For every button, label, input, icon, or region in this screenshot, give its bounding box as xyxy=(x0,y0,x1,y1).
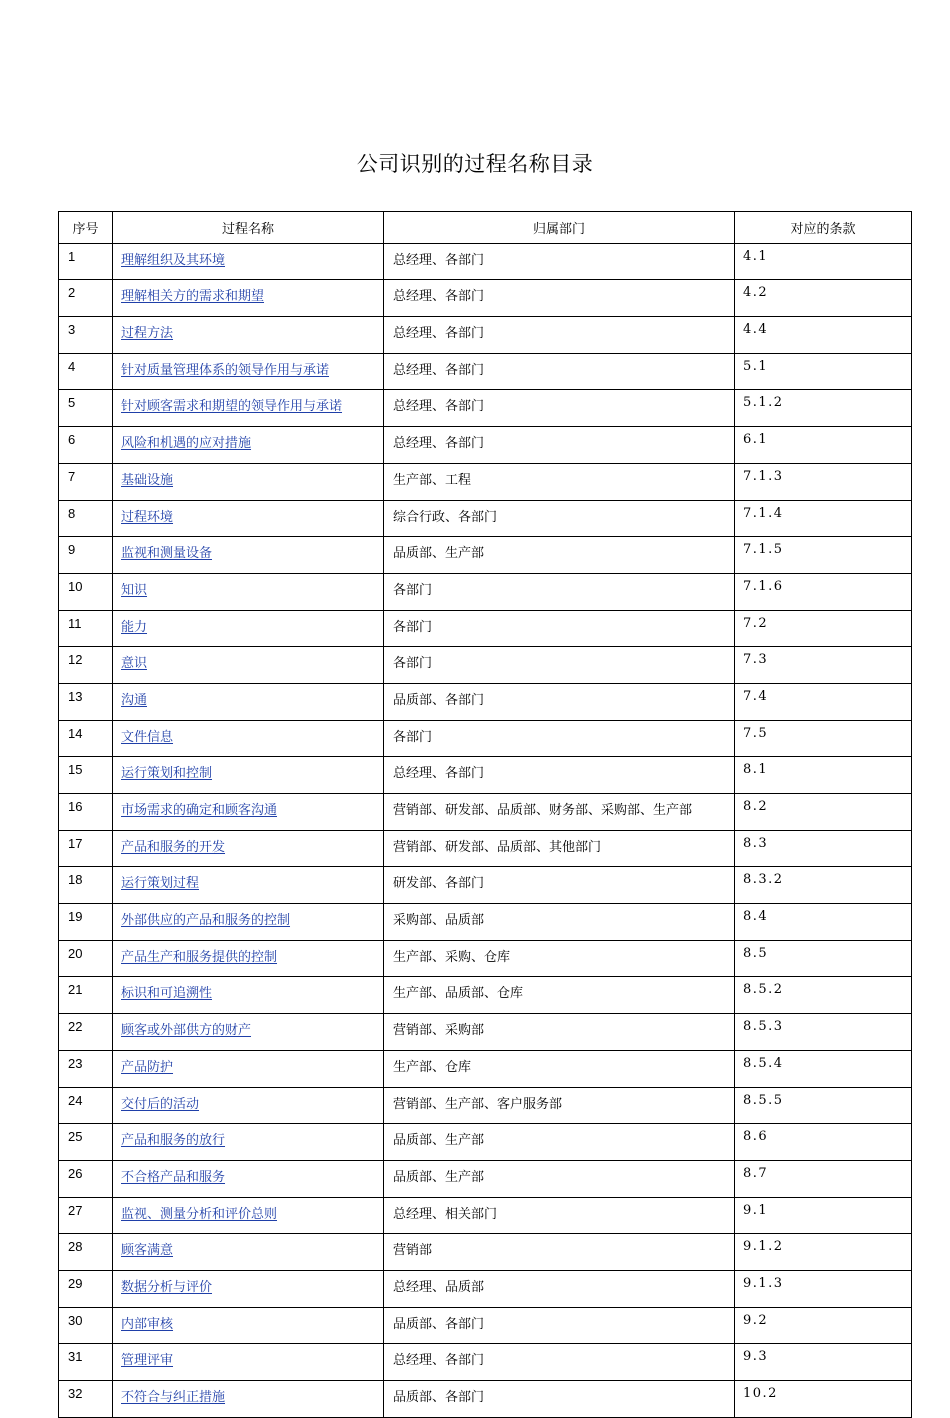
clause-cell: 7.1.6 xyxy=(735,573,912,610)
header-no: 序号 xyxy=(59,212,113,244)
row-number: 31 xyxy=(59,1344,113,1381)
table-row xyxy=(59,904,912,941)
clause-cell: 8.3 xyxy=(735,830,912,867)
clause-cell: 9.2 xyxy=(735,1307,912,1344)
process-name-link[interactable]: 交付后的活动 xyxy=(121,1096,200,1112)
process-name-link[interactable]: 顾客或外部供方的财产 xyxy=(121,1023,252,1039)
row-number: 1 xyxy=(59,243,113,280)
process-name-cell xyxy=(113,1344,384,1381)
process-name-cell xyxy=(113,904,384,941)
process-name-cell xyxy=(113,683,384,720)
table-row xyxy=(59,940,912,977)
process-name-cell xyxy=(113,1050,384,1087)
table-row xyxy=(59,1234,912,1271)
clause-cell: 6.1 xyxy=(735,427,912,464)
department-cell: 品质部、各部门 xyxy=(384,1307,735,1344)
table-row xyxy=(59,427,912,464)
header-row xyxy=(59,212,912,244)
table-row xyxy=(59,1087,912,1124)
clause-cell: 7.4 xyxy=(735,683,912,720)
table-row xyxy=(59,1344,912,1381)
process-name-link[interactable]: 管理评审 xyxy=(121,1353,174,1369)
row-number: 6 xyxy=(59,427,113,464)
table-row xyxy=(59,463,912,500)
header-name: 过程名称 xyxy=(113,212,384,244)
department-cell: 品质部、各部门 xyxy=(384,683,735,720)
row-number: 20 xyxy=(59,940,113,977)
process-name-cell xyxy=(113,867,384,904)
process-name-link[interactable]: 针对质量管理体系的领导作用与承诺 xyxy=(121,362,330,378)
process-name-cell xyxy=(113,1124,384,1161)
row-number: 25 xyxy=(59,1124,113,1161)
header-dept: 归属部门 xyxy=(384,212,735,244)
table-row xyxy=(59,867,912,904)
clause-cell: 9.3 xyxy=(735,1344,912,1381)
department-cell: 品质部、生产部 xyxy=(384,537,735,574)
table-row xyxy=(59,1014,912,1051)
process-name-cell xyxy=(113,427,384,464)
clause-cell: 7.1.4 xyxy=(735,500,912,537)
table-row xyxy=(59,683,912,720)
process-name-link[interactable]: 基础设施 xyxy=(121,472,174,488)
process-name-link[interactable]: 产品防护 xyxy=(121,1059,174,1075)
process-name-link[interactable]: 理解组织及其环境 xyxy=(121,252,226,268)
clause-cell: 8.5.3 xyxy=(735,1014,912,1051)
table-row xyxy=(59,830,912,867)
row-number: 13 xyxy=(59,683,113,720)
process-name-link[interactable]: 运行策划过程 xyxy=(121,876,200,892)
row-number: 17 xyxy=(59,830,113,867)
clause-cell: 9.1 xyxy=(735,1197,912,1234)
process-catalog-table xyxy=(58,211,912,1418)
process-name-cell xyxy=(113,610,384,647)
process-name-cell xyxy=(113,463,384,500)
table-row xyxy=(59,1381,912,1418)
process-name-link[interactable]: 监视、测量分析和评价总则 xyxy=(121,1206,278,1222)
process-name-link[interactable]: 风险和机遇的应对措施 xyxy=(121,436,252,452)
department-cell: 生产部、采购、仓库 xyxy=(384,940,735,977)
row-number: 12 xyxy=(59,647,113,684)
row-number: 27 xyxy=(59,1197,113,1234)
process-name-cell xyxy=(113,977,384,1014)
clause-cell: 7.1.5 xyxy=(735,537,912,574)
clause-cell: 8.5.2 xyxy=(735,977,912,1014)
row-number: 32 xyxy=(59,1381,113,1418)
department-cell: 采购部、品质部 xyxy=(384,904,735,941)
department-cell: 各部门 xyxy=(384,573,735,610)
process-name-cell xyxy=(113,757,384,794)
table-header xyxy=(59,212,912,244)
row-number: 7 xyxy=(59,463,113,500)
row-number: 22 xyxy=(59,1014,113,1051)
row-number: 23 xyxy=(59,1050,113,1087)
process-name-cell xyxy=(113,1160,384,1197)
process-name-cell xyxy=(113,830,384,867)
process-name-cell xyxy=(113,1381,384,1418)
department-cell: 总经理、各部门 xyxy=(384,757,735,794)
clause-cell: 9.1.2 xyxy=(735,1234,912,1271)
process-name-cell xyxy=(113,794,384,831)
department-cell: 营销部、采购部 xyxy=(384,1014,735,1051)
process-name-link[interactable]: 产品和服务的放行 xyxy=(121,1133,226,1149)
table-row xyxy=(59,1270,912,1307)
process-name-cell xyxy=(113,647,384,684)
row-number: 4 xyxy=(59,353,113,390)
department-cell: 生产部、仓库 xyxy=(384,1050,735,1087)
process-name-cell xyxy=(113,280,384,317)
department-cell: 总经理、各部门 xyxy=(384,317,735,354)
department-cell: 营销部、研发部、品质部、财务部、采购部、生产部 xyxy=(384,794,735,831)
process-name-cell xyxy=(113,1087,384,1124)
table-row xyxy=(59,280,912,317)
table-row xyxy=(59,1307,912,1344)
department-cell: 品质部、生产部 xyxy=(384,1124,735,1161)
row-number: 18 xyxy=(59,867,113,904)
department-cell: 生产部、工程 xyxy=(384,463,735,500)
row-number: 30 xyxy=(59,1307,113,1344)
process-name-cell xyxy=(113,720,384,757)
process-name-link[interactable]: 外部供应的产品和服务的控制 xyxy=(121,913,291,929)
row-number: 8 xyxy=(59,500,113,537)
process-name-cell xyxy=(113,500,384,537)
process-name-link[interactable]: 顾客满意 xyxy=(121,1243,174,1259)
process-name-link[interactable]: 市场需求的确定和顾客沟通 xyxy=(121,803,278,818)
process-name-link[interactable]: 文件信息 xyxy=(121,729,174,745)
clause-cell: 4.2 xyxy=(735,280,912,317)
process-name-cell xyxy=(113,537,384,574)
process-name-link[interactable]: 沟通 xyxy=(121,692,148,708)
process-name-link[interactable]: 不符合与纠正措施 xyxy=(121,1390,226,1405)
process-name-cell xyxy=(113,317,384,354)
page-title: 公司识别的过程名称目录 xyxy=(356,152,594,176)
department-cell: 总经理、各部门 xyxy=(384,353,735,390)
department-cell: 综合行政、各部门 xyxy=(384,500,735,537)
department-cell: 品质部、各部门 xyxy=(384,1381,735,1418)
process-name-link[interactable]: 标识和可追溯性 xyxy=(121,986,213,1002)
process-name-cell xyxy=(113,243,384,280)
process-name-link[interactable]: 监视和测量设备 xyxy=(121,546,213,562)
process-name-cell xyxy=(113,390,384,427)
department-cell: 各部门 xyxy=(384,647,735,684)
process-name-cell xyxy=(113,1270,384,1307)
table-row xyxy=(59,720,912,757)
department-cell: 研发部、各部门 xyxy=(384,867,735,904)
clause-cell: 8.5.5 xyxy=(735,1087,912,1124)
department-cell: 营销部、研发部、品质部、其他部门 xyxy=(384,830,735,867)
process-name-link[interactable]: 不合格产品和服务 xyxy=(121,1169,226,1185)
row-number: 21 xyxy=(59,977,113,1014)
row-number: 15 xyxy=(59,757,113,794)
department-cell: 总经理、各部门 xyxy=(384,390,735,427)
department-cell: 生产部、品质部、仓库 xyxy=(384,977,735,1014)
department-cell: 总经理、各部门 xyxy=(384,1344,735,1381)
process-name-link[interactable]: 产品生产和服务提供的控制 xyxy=(121,949,278,965)
row-number: 24 xyxy=(59,1087,113,1124)
clause-cell: 8.3.2 xyxy=(735,867,912,904)
clause-cell: 8.4 xyxy=(735,904,912,941)
clause-cell: 7.2 xyxy=(735,610,912,647)
table-row xyxy=(59,977,912,1014)
table-row xyxy=(59,390,912,427)
process-name-link[interactable]: 过程环境 xyxy=(121,509,174,525)
row-number: 19 xyxy=(59,904,113,941)
department-cell: 总经理、相关部门 xyxy=(384,1197,735,1234)
row-number: 9 xyxy=(59,537,113,574)
process-name-link[interactable]: 数据分析与评价 xyxy=(121,1279,213,1295)
department-cell: 总经理、各部门 xyxy=(384,427,735,464)
department-cell: 各部门 xyxy=(384,720,735,757)
clause-cell: 7.5 xyxy=(735,720,912,757)
table-row xyxy=(59,537,912,574)
table-row xyxy=(59,757,912,794)
table-row xyxy=(59,1197,912,1234)
process-name-cell xyxy=(113,1197,384,1234)
department-cell: 营销部、生产部、客户服务部 xyxy=(384,1087,735,1124)
clause-cell: 9.1.3 xyxy=(735,1270,912,1307)
row-number: 26 xyxy=(59,1160,113,1197)
process-name-link[interactable]: 知识 xyxy=(121,582,148,598)
table-body xyxy=(59,243,912,1417)
row-number: 10 xyxy=(59,573,113,610)
table-row xyxy=(59,573,912,610)
department-cell: 总经理、品质部 xyxy=(384,1270,735,1307)
header-clause: 对应的条款 xyxy=(735,212,912,244)
clause-cell: 8.2 xyxy=(735,794,912,831)
process-name-link[interactable]: 能力 xyxy=(121,619,148,635)
table-row xyxy=(59,1160,912,1197)
clause-cell: 7.3 xyxy=(735,647,912,684)
process-name-cell xyxy=(113,1307,384,1344)
clause-cell: 8.5.4 xyxy=(735,1050,912,1087)
row-number: 5 xyxy=(59,390,113,427)
process-name-link[interactable]: 内部审核 xyxy=(121,1316,174,1332)
process-name-link[interactable]: 针对顾客需求和期望的领导作用与承诺 xyxy=(121,399,343,415)
table-row xyxy=(59,317,912,354)
table-row xyxy=(59,1124,912,1161)
row-number: 2 xyxy=(59,280,113,317)
clause-cell: 10.2 xyxy=(735,1381,912,1418)
table-row xyxy=(59,243,912,280)
table-row xyxy=(59,500,912,537)
table-row xyxy=(59,647,912,684)
process-name-link[interactable]: 理解相关方的需求和期望 xyxy=(121,289,265,305)
row-number: 11 xyxy=(59,610,113,647)
row-number: 28 xyxy=(59,1234,113,1271)
process-name-link[interactable]: 产品和服务的开发 xyxy=(121,839,226,855)
process-name-cell xyxy=(113,353,384,390)
process-name-link[interactable]: 意识 xyxy=(121,656,148,672)
row-number: 16 xyxy=(59,794,113,831)
department-cell: 总经理、各部门 xyxy=(384,243,735,280)
clause-cell: 5.1.2 xyxy=(735,390,912,427)
department-cell: 总经理、各部门 xyxy=(384,280,735,317)
clause-cell: 7.1.3 xyxy=(735,463,912,500)
row-number: 29 xyxy=(59,1270,113,1307)
clause-cell: 8.7 xyxy=(735,1160,912,1197)
clause-cell: 4.1 xyxy=(735,243,912,280)
process-name-cell xyxy=(113,1014,384,1051)
table-row xyxy=(59,1050,912,1087)
department-cell: 营销部 xyxy=(384,1234,735,1271)
department-cell: 品质部、生产部 xyxy=(384,1160,735,1197)
process-name-cell xyxy=(113,1234,384,1271)
clause-cell: 8.5 xyxy=(735,940,912,977)
table-row xyxy=(59,353,912,390)
department-cell: 各部门 xyxy=(384,610,735,647)
process-name-link[interactable]: 过程方法 xyxy=(121,326,174,342)
table-row xyxy=(59,794,912,831)
process-name-cell xyxy=(113,573,384,610)
clause-cell: 5.1 xyxy=(735,353,912,390)
clause-cell: 8.6 xyxy=(735,1124,912,1161)
process-name-link[interactable]: 运行策划和控制 xyxy=(121,766,213,782)
row-number: 14 xyxy=(59,720,113,757)
process-name-cell xyxy=(113,940,384,977)
row-number: 3 xyxy=(59,317,113,354)
clause-cell: 4.4 xyxy=(735,317,912,354)
table-row xyxy=(59,610,912,647)
clause-cell: 8.1 xyxy=(735,757,912,794)
